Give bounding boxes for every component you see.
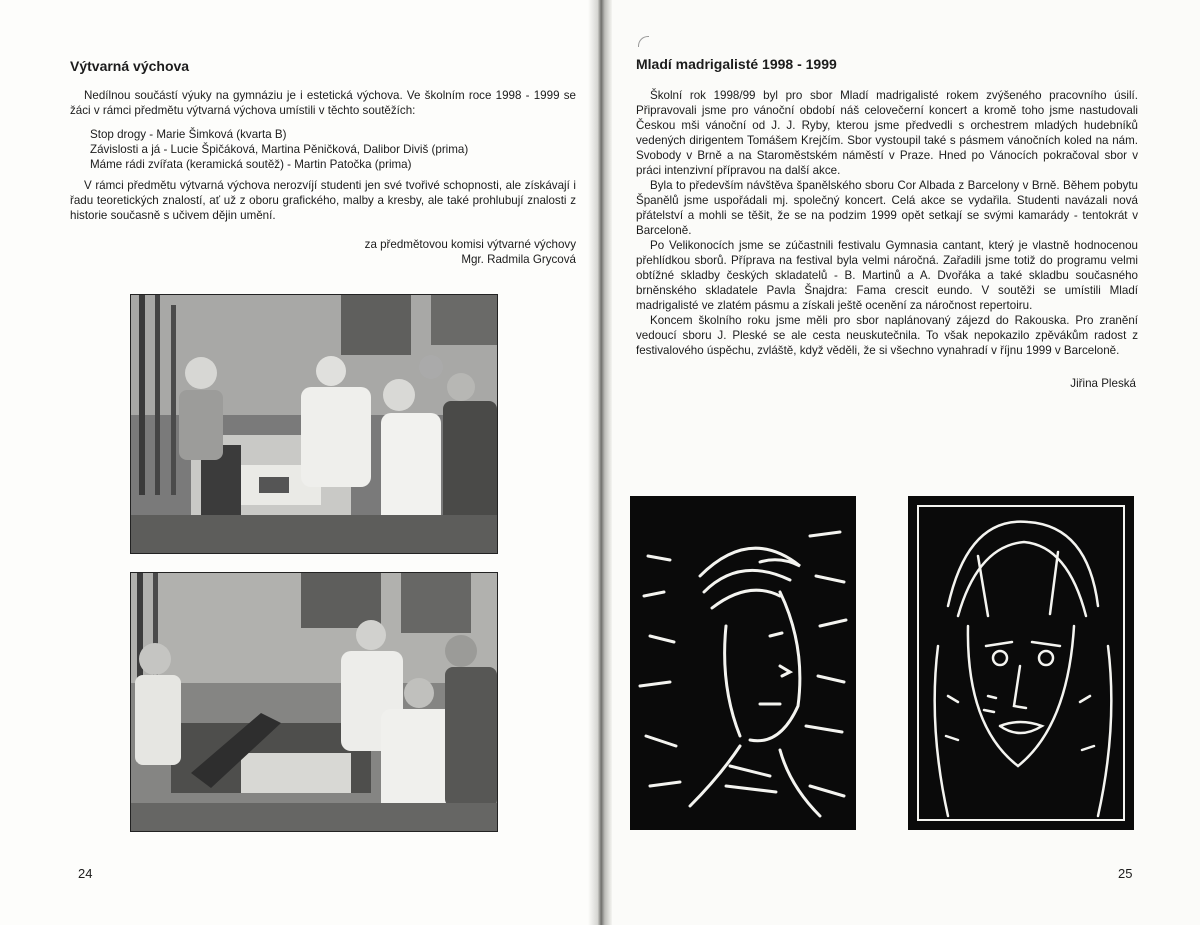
paragraph-text: Po Velikonocích jsme se zúčastnili festivalu Gymnasia cantant, který je vlastně hodnocenou přehlídkou sborů. Příprava na festival byla velmi náročná. Zařadili jsme totiž do programu velmi obtížné skladby českých skladatelů - B. Martinů a A. Dvořáka a také skladbu současného brněnského skladatele Pavla Šnajdra: Fama crescit eundo. V soutěži se umístili Mladí madrigalisté ve zlatém pásmu a získali ještě ocenění za náročnost repertoiru. [636, 239, 1138, 312]
award-item: Stop drogy - Marie Šimková (kvarta B) [90, 128, 287, 141]
linocut-female-portrait [908, 496, 1134, 830]
linocut-male-portrait [630, 496, 856, 830]
signature-committee: za předmětovou komisi výtvarné výchovy [364, 238, 576, 251]
book-gutter [588, 0, 612, 925]
right-page-title: Mladí madrigalisté 1998 - 1999 [636, 56, 837, 72]
paragraph-text: Koncem školního roku jsme měli pro sbor naplánovaný zájezd do Rakouska. Pro zranění vedoucí sboru J. Pleské se ale cesta neuskutečnila. To však nepokazilo zpěvákům radost z festivalového úspěchu, zvláště, když věděli, že si všechno vynahradí v říjnu 1999 v Barceloně. [636, 314, 1138, 357]
right-page-number: 25 [1118, 866, 1133, 881]
paragraph-text: V rámci předmětu výtvarná výchova nerozvíjí studenti jen své tvořivé schopnosti, ale získávají i řadu teoretických znalostí, ať už z oboru grafického, malby a kresby, ale také prohlubují znalosti z historie současně s učivem dějin umění. [70, 179, 576, 222]
left-second-paragraph [70, 178, 576, 223]
left-page-title: Výtvarná výchova [70, 58, 190, 74]
classroom-photo-2 [130, 572, 498, 832]
signature-name: Mgr. Radmila Grycová [461, 253, 576, 266]
left-intro-paragraph [70, 88, 576, 118]
award-item: Máme rádi zvířata (keramická soutěž) - Martin Patočka (prima) [90, 158, 412, 171]
classroom-photo-1 [130, 294, 498, 554]
right-body-text [636, 88, 1138, 358]
paragraph-text: Byla to především návštěva španělského sboru Cor Albada z Barcelony v Brně. Během pobytu Španělů jsme uspořádali mj. společný koncert. Celá akce se vydařila. Studenti navázali nová přátelství a mohli se těšit, že se na podzim 1999 opět setkají se svými kamarády - tentokrát v Barceloně. [636, 179, 1138, 237]
paragraph-text: Školní rok 1998/99 byl pro sbor Mladí madrigalisté rokem zvýšeného pracovního úsilí. Připravovali jsme pro vánoční období náš celovečerní koncert a kromě toho jsme nastudovali Českou mši vánoční od J. J. Ryby, kterou jsme předvedli s orchestrem mladých hudebníků vedených dirigentem Tomášem Krejčím. Sbor vystoupil také s pásmem vánočních koled na nám. Svobody v Brně a na Staroměstském náměstí v Praze. Hned po Vánocích pokračoval sbor v práci intenzivní přípravou na další akce. [636, 89, 1138, 177]
left-page-number: 24 [78, 866, 93, 881]
intro-text: Nedílnou součástí výuky na gymnáziu je i estetická výchova. Ve školním roce 1998 - 1999 se žáci v rámci předmětu výtvarná výchova umístili v těchto soutěžích: [70, 89, 576, 117]
awards-list [90, 127, 576, 172]
left-signature [280, 237, 576, 267]
award-item: Závislosti a já - Lucie Špičáková, Martina Pěničková, Dalibor Diviš (prima) [90, 143, 469, 156]
right-signature: Jiřina Pleská [1070, 377, 1136, 390]
